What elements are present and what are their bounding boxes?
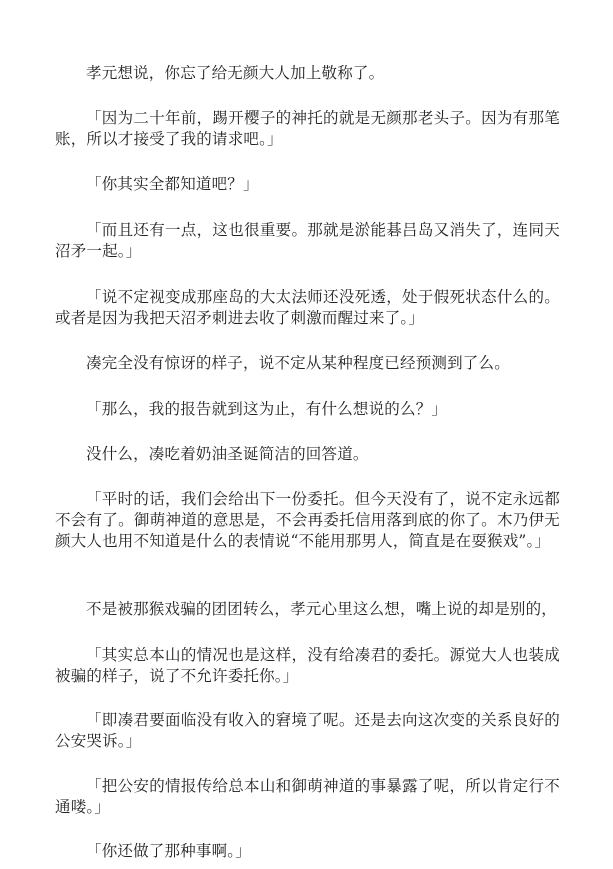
paragraph-1: 孝元想说，你忘了给无颜大人加上敬称了。	[86, 64, 385, 82]
paragraph-13: 「把公安的情报传给总本山和御萌神道的事暴露了呢，所以肯定行不通喽。」	[55, 777, 560, 816]
paragraph-11: 「其实总本山的情况也是这样，没有给凑君的委托。源觉大人也装成被骗的样子，说了不允许委托你。」	[55, 646, 560, 685]
paragraph-8: 没什么，凑吃着奶油圣诞简洁的回答道。	[86, 445, 369, 463]
paragraph-9: 「平时的话，我们会给出下一份委托。但今天没有了，说不定永远都不会有了。御萌神道的意思是，不会再委托信用落到底的你了。木乃伊无颜大人也用不知道是什么的表情说“不能用那男人，简直是在耍猴戏”。」	[55, 490, 560, 550]
paragraph-7: 「那么，我的报告就到这为止，有什么想说的么？」	[86, 400, 448, 418]
paragraph-12: 「即凑君要面临没有收入的窘境了呢。还是去向这次变的关系良好的公安哭诉。」	[55, 711, 560, 750]
paragraph-3: 「你其实全都知道吧？」	[86, 175, 259, 193]
paragraph-10: 不是被那猴戏骗的团团转么，孝元心里这么想，嘴上说的却是别的，	[86, 600, 558, 618]
paragraph-5: 「说不定视变成那座岛的大太法师还没死透，处于假死状态什么的。或者是因为我把天沼矛刺进去收了刺激而醒过来了。」	[55, 288, 560, 327]
paragraph-4: 「而且还有一点，这也很重要。那就是淤能碁吕岛又消失了，连同天沼矛一起。」	[55, 221, 560, 260]
paragraph-14: 「你还做了那种事啊。」	[86, 842, 251, 860]
paragraph-6: 凑完全没有惊讶的样子，说不定从某种程度已经预测到了么。	[86, 354, 510, 372]
paragraph-2: 「因为二十年前，踢开樱子的神托的就是无颜那老头子。因为有那笔账，所以才接受了我的请求吧。」	[55, 109, 560, 148]
